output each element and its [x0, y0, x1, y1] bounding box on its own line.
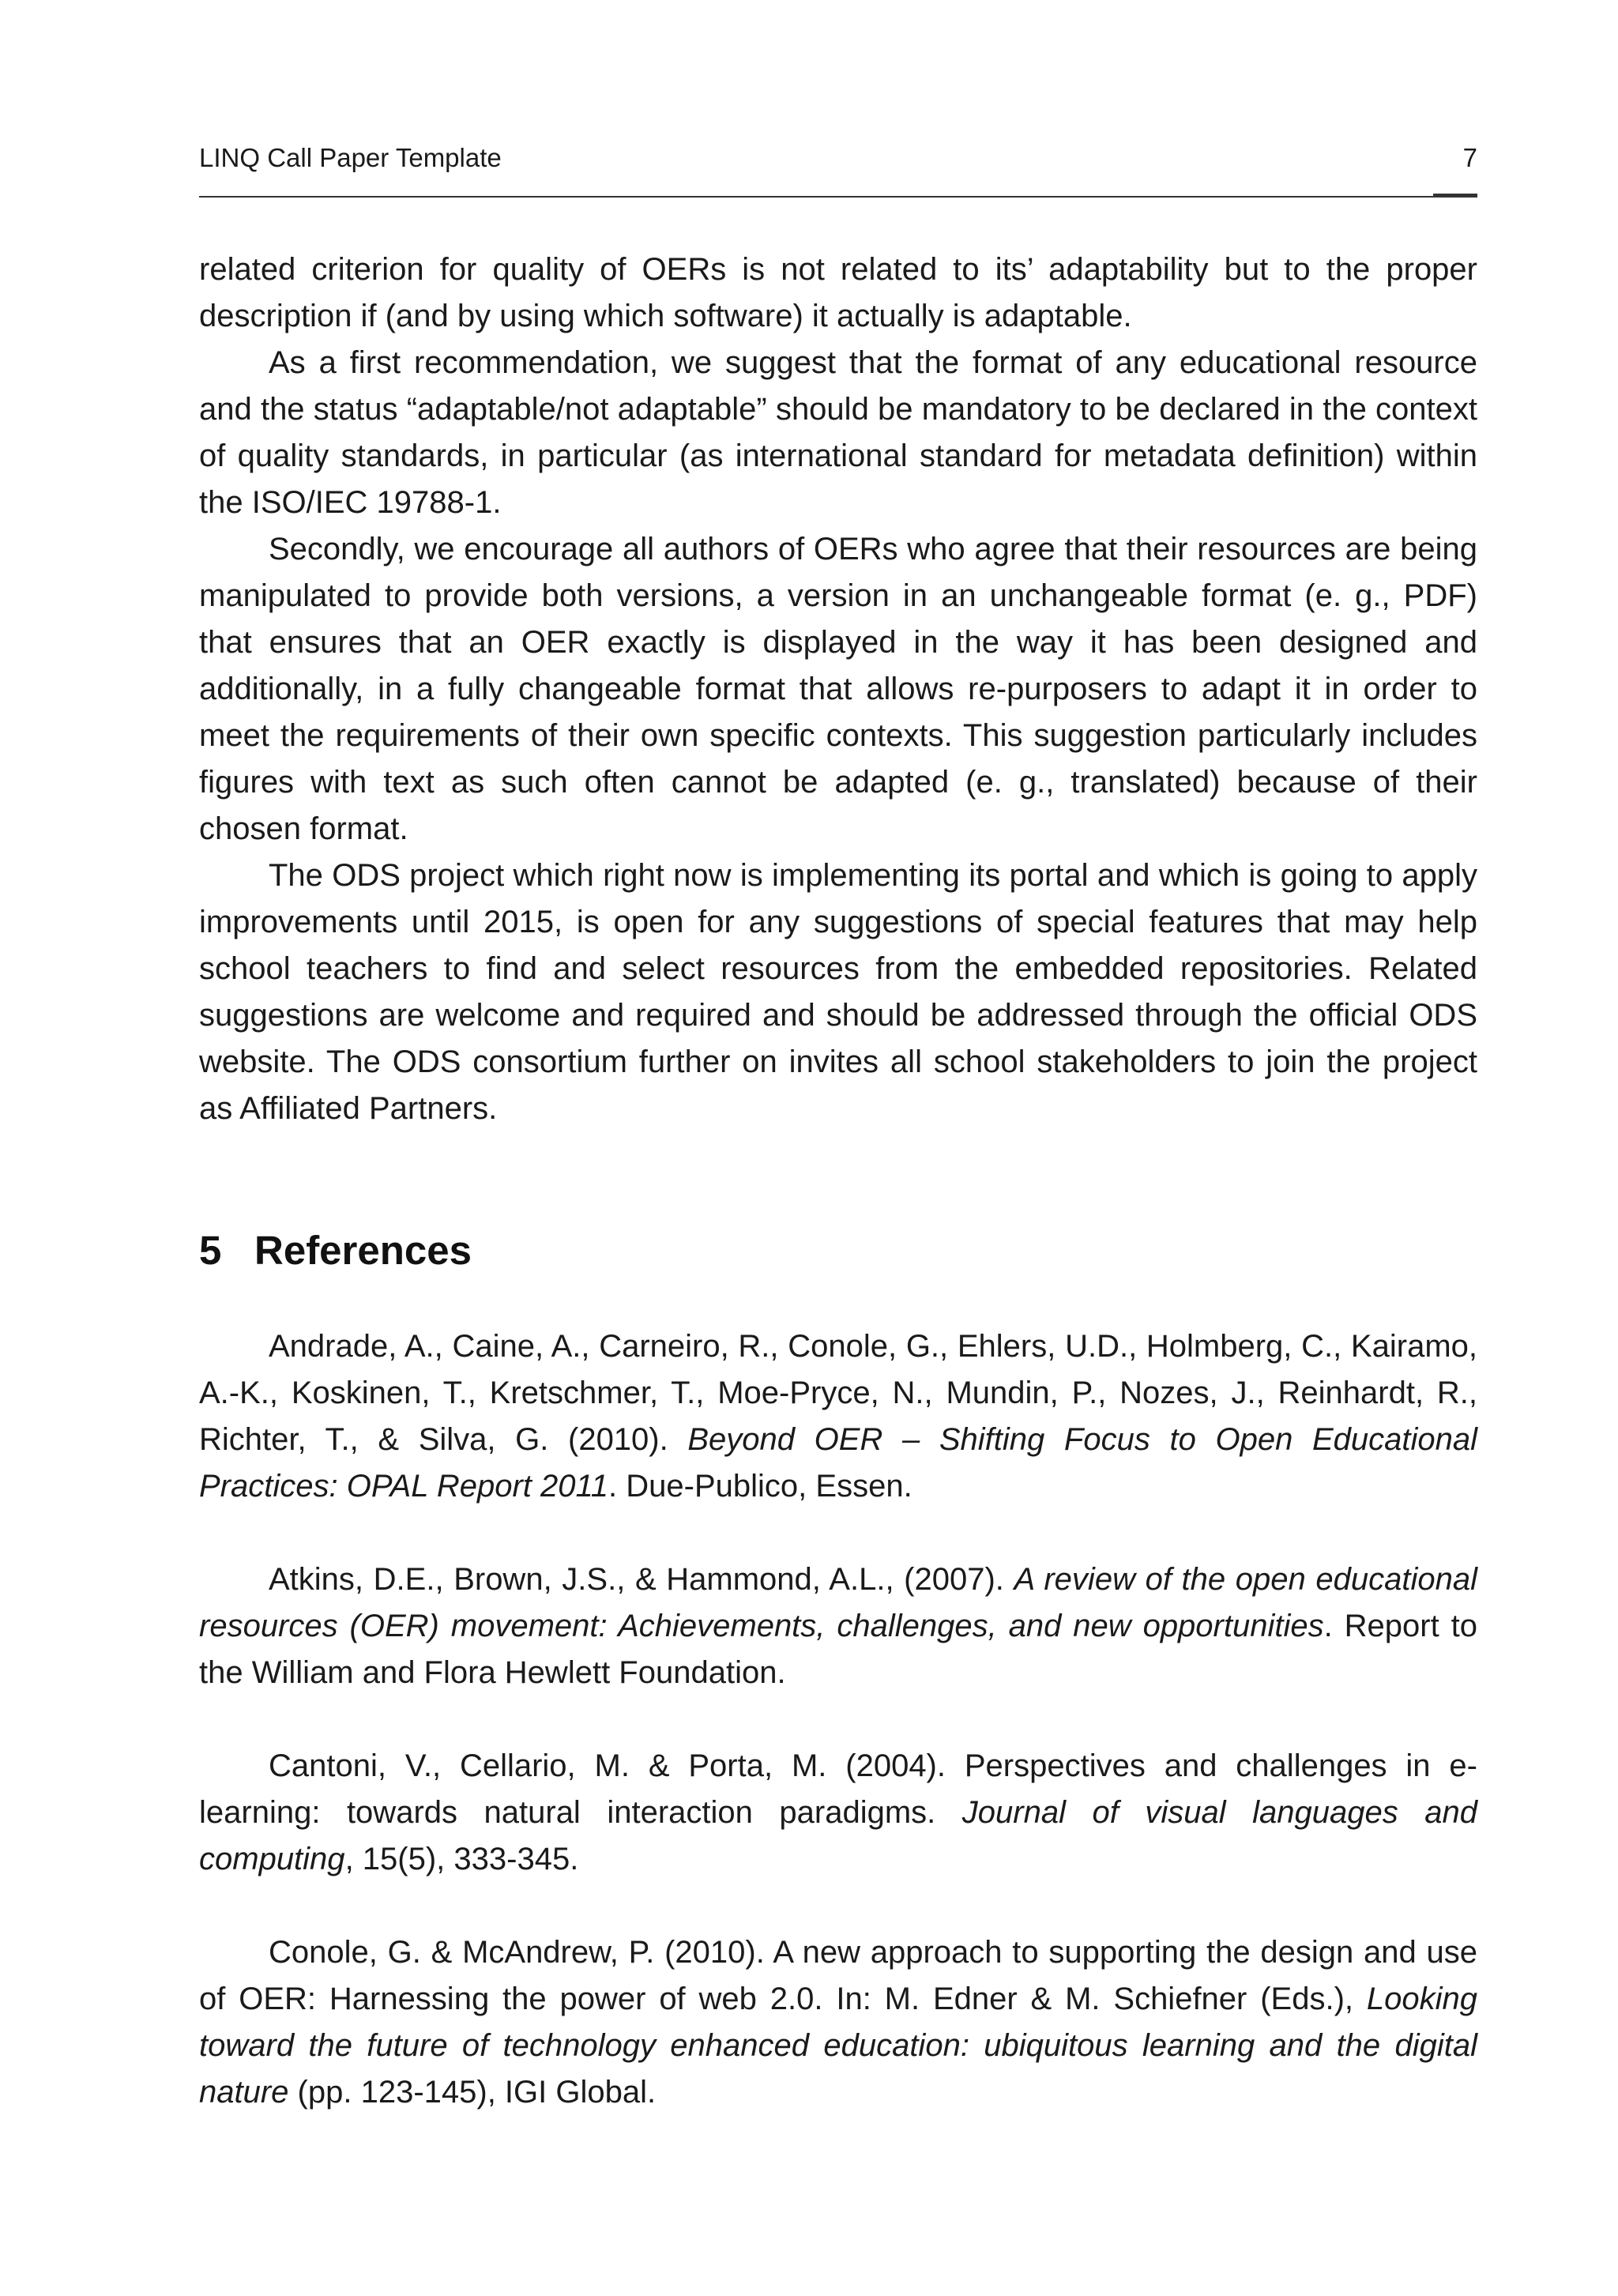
page-number: 7 — [1462, 143, 1477, 172]
reference-authors: Atkins, D.E., Brown, J.S., & Hammond, A.L., (2007). — [269, 1562, 1014, 1597]
reference-source: , 15(5), 333-345. — [344, 1842, 579, 1876]
section-title: References — [254, 1228, 472, 1273]
section-heading — [199, 1225, 1477, 1276]
reference-title: Looking toward the future of technology enhanced education: ubiquitous learning and the digital nature — [199, 1982, 1477, 2110]
reference-title: A review of the open educational resources (OER) movement: Achievements, challenges, and new opportunities — [199, 1562, 1478, 1643]
body-paragraph: As a first recommendation, we suggest that the format of any educational resource and the status “adaptable/not adaptable” should be mandatory to be declared in the context of quality standards, in particular (as international standard for metadata definition) within the ISO/IEC 19788-1. — [199, 345, 1477, 520]
body-text — [199, 247, 1477, 2116]
reference-list — [199, 1323, 1477, 2116]
body-paragraph: The ODS project which right now is implementing its portal and which is going to apply improvements until 2015, is open for any suggestions of special features that may help school teachers to find and select resources from the embedded repositories. Related suggestions are welcome and required and should be addressed through the official ODS website. The ODS consortium further on invites all school stakeholders to join the project as Affiliated Partners. — [199, 858, 1477, 1126]
page-number-rule — [1433, 194, 1477, 196]
body-paragraph: related criterion for quality of OERs is not related to its’ adaptability but to the proper description if (and by using which software) it actually is adaptable. — [199, 252, 1477, 333]
reference-authors: Cantoni, V., Cellario, M. & Porta, M. (2004). Perspectives and challenges in e-learning: towards natural interaction paradigms. — [199, 1748, 1477, 1830]
reference-journal: Journal of visual languages and computing — [199, 1795, 1477, 1876]
body-paragraph: Secondly, we encourage all authors of OERs who agree that their resources are being manipulated to provide both versions, a version in an unchangeable format (e. g., PDF) that ensures that an OER exactly is displayed in the way it has been designed and additionally, in a fully changeable format that allows re-purposers to adapt it in order to meet the requirements of their own specific contexts. This suggestion particularly includes figures with text as such often cannot be adapted (e. g., translated) because of their chosen format. — [199, 532, 1477, 846]
section-number: 5 — [199, 1228, 222, 1273]
reference-item — [199, 1743, 1477, 1883]
header-rule — [199, 196, 1477, 198]
reference-item — [199, 1323, 1477, 1510]
running-header-title: LINQ Call Paper Template — [199, 143, 502, 172]
reference-authors: Conole, G. & McAndrew, P. (2010). A new approach to supporting the design and use of OER: Harnessing the power of web 2.0. In: M. Edner & M. Schiefner (Eds.), — [199, 1935, 1477, 2016]
reference-source: . Report to the William and Flora Hewlett Foundation. — [199, 1609, 1477, 1690]
reference-source: . Due-Publico, Essen. — [608, 1469, 912, 1504]
running-header — [199, 139, 1477, 177]
reference-item — [199, 1556, 1477, 1696]
reference-authors: Andrade, A., Caine, A., Carneiro, R., Conole, G., Ehlers, U.D., Holmberg, C., Kairamo, A.-K., Koskinen, T., Kretschmer, T., Moe-Pryce, N., Mundin, P., Nozes, J., Reinhardt, R., Richter, T., & Silva, G. (2010). — [199, 1329, 1477, 1457]
reference-item — [199, 1929, 1477, 2116]
reference-source: (pp. 123-145), IGI Global. — [288, 2075, 657, 2110]
reference-title: Beyond OER – Shifting Focus to Open Educational Practices: OPAL Report 2011 — [199, 1422, 1477, 1504]
paper-page — [199, 0, 1477, 2296]
